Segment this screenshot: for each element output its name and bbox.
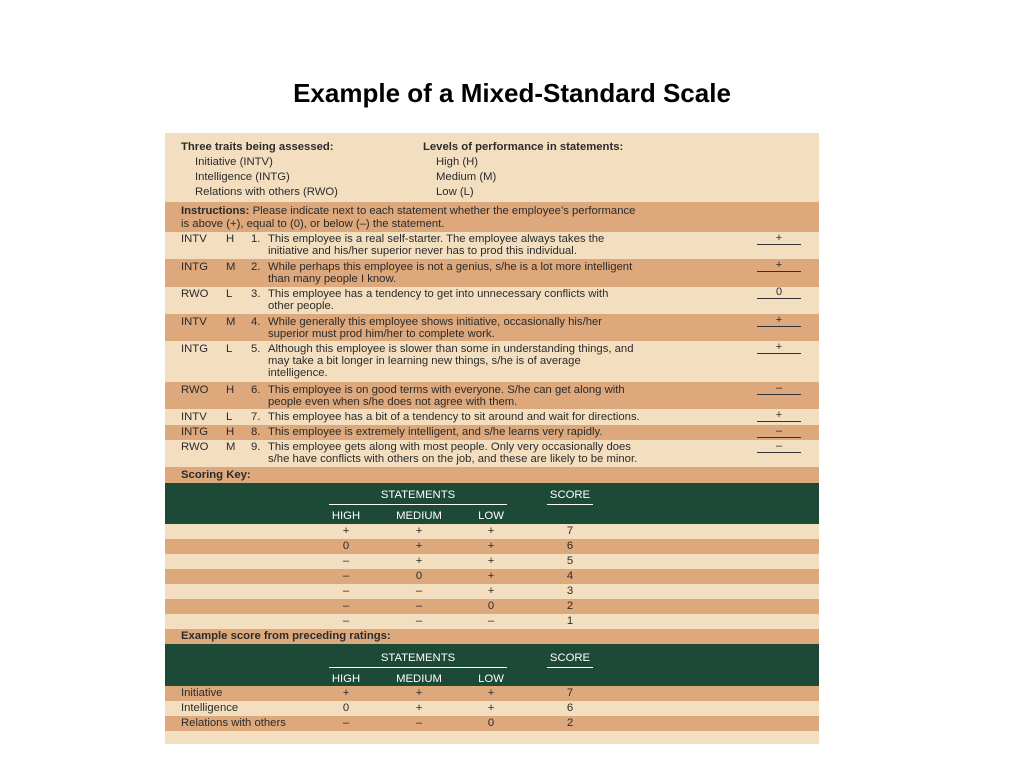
column-low: LOW: [478, 673, 504, 685]
statement-text: This employee is extremely intelligent, and s/he learns very rapidly.: [268, 426, 603, 438]
level-item: High (H): [436, 156, 479, 168]
instructions-text: Please indicate next to each statement whether the employee’s performance: [252, 205, 636, 217]
trait-item: Initiative (INTV): [195, 156, 273, 168]
statement-trait: RWO: [181, 441, 209, 453]
statement-trait: RWO: [181, 384, 209, 396]
statement-number: 6.: [251, 384, 261, 396]
statements-header: STATEMENTS: [329, 489, 507, 505]
scoring-key-label-row: [165, 467, 819, 483]
statement-text: While perhaps this employee is not a genius, s/he is a lot more intelligent: [268, 261, 633, 273]
statement-text: people even when s/he does not agree with them.: [268, 396, 518, 408]
statement-level: M: [226, 316, 236, 328]
statement-level: H: [226, 384, 235, 396]
statement-level: L: [226, 411, 233, 423]
score-cell: 6: [566, 702, 574, 714]
statement-rating: +: [757, 233, 801, 245]
statement-rating: 0: [757, 287, 801, 299]
medium-cell: –: [415, 615, 423, 627]
example-label: Example score from preceding ratings:: [181, 630, 391, 642]
statement-rating: +: [757, 410, 801, 422]
statement-text: intelligence.: [268, 367, 328, 379]
low-cell: +: [487, 525, 495, 537]
high-cell: 0: [342, 540, 350, 552]
statement-text: This employee has a tendency to get into unnecessary conflicts with: [268, 288, 609, 300]
low-cell: +: [487, 555, 495, 567]
statement-level: H: [226, 233, 235, 245]
score-cell: 3: [566, 585, 574, 597]
statement-trait: INTG: [181, 261, 208, 273]
level-item: Low (L): [436, 186, 474, 198]
medium-cell: –: [415, 585, 423, 597]
statement-text: superior must prod him/her to complete work.: [268, 328, 495, 340]
low-cell: +: [487, 687, 495, 699]
scoring-key-label: Scoring Key:: [181, 469, 251, 481]
medium-cell: +: [415, 702, 423, 714]
statement-number: 7.: [251, 411, 261, 423]
column-medium: MEDIUM: [396, 510, 442, 522]
column-high: HIGH: [331, 673, 361, 685]
low-cell: –: [487, 615, 495, 627]
instructions-label: Instructions:: [181, 205, 250, 217]
statement-number: 9.: [251, 441, 261, 453]
statement-rating: –: [757, 426, 801, 438]
statement-number: 3.: [251, 288, 261, 300]
trait-item: Intelligence (INTG): [195, 171, 290, 183]
score-header: SCORE: [547, 652, 593, 668]
statement-number: 4.: [251, 316, 261, 328]
statement-text: This employee has a bit of a tendency to sit around and wait for directions.: [268, 411, 640, 423]
high-cell: 0: [342, 702, 350, 714]
medium-cell: –: [415, 600, 423, 612]
low-cell: +: [487, 540, 495, 552]
statement-trait: RWO: [181, 288, 209, 300]
high-cell: –: [342, 555, 350, 567]
column-medium: MEDIUM: [396, 673, 442, 685]
low-cell: +: [487, 585, 495, 597]
high-cell: +: [342, 525, 350, 537]
score-header: SCORE: [547, 489, 593, 505]
statement-trait: INTV: [181, 233, 207, 245]
statement-text: While generally this employee shows initiative, occasionally his/her: [268, 316, 603, 328]
medium-cell: 0: [415, 570, 423, 582]
statement-text: This employee is a real self-starter. The employee always takes the: [268, 233, 605, 245]
high-cell: +: [342, 687, 350, 699]
statement-rating: –: [757, 383, 801, 395]
statement-trait: INTV: [181, 316, 207, 328]
level-item: Medium (M): [436, 171, 497, 183]
low-cell: +: [487, 570, 495, 582]
high-cell: –: [342, 585, 350, 597]
statement-rating: +: [757, 342, 801, 354]
statement-trait: INTG: [181, 426, 208, 438]
statement-trait: INTG: [181, 343, 208, 355]
trait-name-cell: Intelligence: [181, 702, 239, 714]
column-low: LOW: [478, 510, 504, 522]
statement-text: other people.: [268, 300, 334, 312]
mixed-standard-scale-figure: [165, 133, 819, 744]
statement-rating: +: [757, 260, 801, 272]
statement-text: may take a bit longer in learning new things, s/he is of average: [268, 355, 581, 367]
slide-title: Example of a Mixed-Standard Scale: [293, 78, 731, 108]
statement-number: 8.: [251, 426, 261, 438]
traits-header: Three traits being assessed:: [181, 141, 334, 153]
score-cell: 6: [566, 540, 574, 552]
statement-text: s/he have conflicts with others on the job, and these are likely to be minor.: [268, 453, 638, 465]
statement-text: This employee is on good terms with everyone. S/he can get along with: [268, 384, 625, 396]
high-cell: –: [342, 615, 350, 627]
high-cell: –: [342, 570, 350, 582]
low-cell: 0: [487, 717, 495, 729]
trait-item: Relations with others (RWO): [195, 186, 338, 198]
low-cell: +: [487, 702, 495, 714]
trait-name-cell: Initiative: [181, 687, 223, 699]
figure-bottom-band: [165, 732, 819, 744]
statement-rating: –: [757, 441, 801, 453]
statement-level: M: [226, 441, 236, 453]
statement-text: Although this employee is slower than some in understanding things, and: [268, 343, 634, 355]
statement-rating: +: [757, 315, 801, 327]
statement-trait: INTV: [181, 411, 207, 423]
trait-name-cell: Relations with others: [181, 717, 286, 729]
statement-level: L: [226, 343, 233, 355]
low-cell: 0: [487, 600, 495, 612]
medium-cell: +: [415, 555, 423, 567]
medium-cell: +: [415, 525, 423, 537]
statement-text: This employee gets along with most people. Only very occasionally does: [268, 441, 631, 453]
column-high: HIGH: [331, 510, 361, 522]
statement-level: L: [226, 288, 233, 300]
medium-cell: +: [415, 540, 423, 552]
levels-header: Levels of performance in statements:: [423, 141, 624, 153]
score-cell: 4: [566, 570, 574, 582]
instructions-line-1: [181, 205, 635, 218]
score-cell: 1: [566, 615, 574, 627]
statement-number: 1.: [251, 233, 261, 245]
high-cell: –: [342, 600, 350, 612]
score-cell: 7: [566, 525, 574, 537]
statement-level: M: [226, 261, 236, 273]
score-cell: 7: [566, 687, 574, 699]
instructions-line-2: is above (+), equal to (0), or below (–) the statement.: [181, 218, 445, 230]
score-cell: 5: [566, 555, 574, 567]
statement-text: initiative and his/her superior never has to prod this individual.: [268, 245, 577, 257]
statement-number: 5.: [251, 343, 261, 355]
high-cell: –: [342, 717, 350, 729]
score-cell: 2: [566, 717, 574, 729]
statement-text: than many people I know.: [268, 273, 397, 285]
medium-cell: +: [415, 687, 423, 699]
statement-number: 2.: [251, 261, 261, 273]
medium-cell: –: [415, 717, 423, 729]
score-cell: 2: [566, 600, 574, 612]
statement-level: H: [226, 426, 235, 438]
statements-header: STATEMENTS: [329, 652, 507, 668]
